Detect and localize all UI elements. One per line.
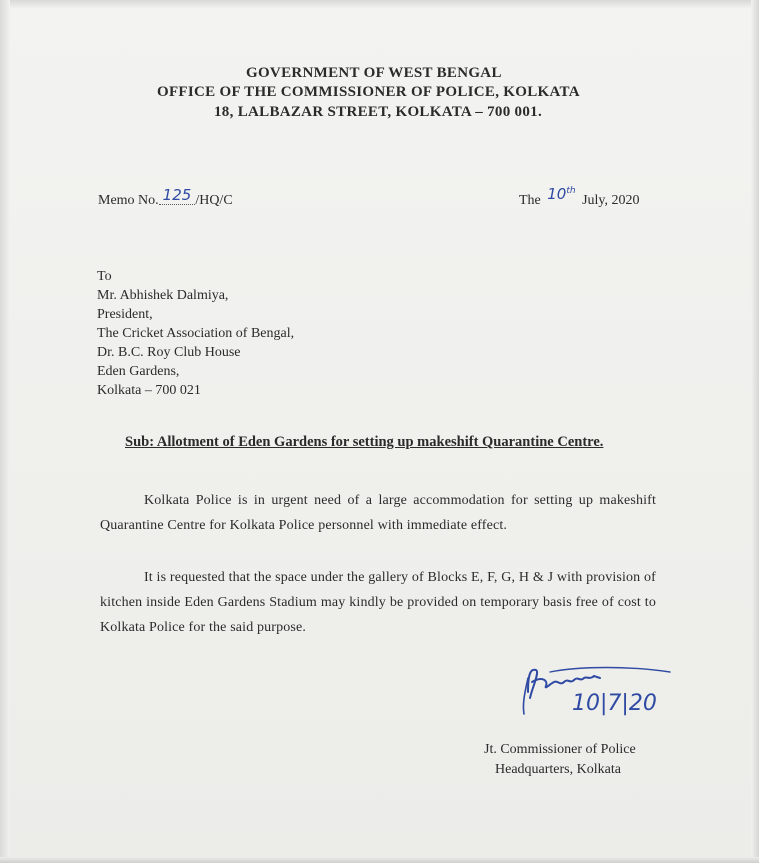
memo-suffix: /HQ/C — [195, 193, 233, 208]
address-line: Kolkata – 700 021 — [97, 383, 201, 398]
page-edge-bottom — [0, 857, 759, 863]
signature-date: 10|7|20 — [572, 691, 657, 716]
letterhead-line-2: OFFICE OF THE COMMISSIONER OF POLICE, KOLKATA — [157, 84, 580, 100]
designation-line-2: Headquarters, Kolkata — [495, 762, 621, 777]
date-day-number: 10 — [547, 185, 567, 203]
address-line: Mr. Abhishek Dalmiya, — [97, 288, 229, 303]
address-line: Dr. B.C. Roy Club House — [97, 345, 241, 360]
designation-line-1: Jt. Commissioner of Police — [484, 742, 636, 757]
signatory-designation — [484, 740, 636, 780]
memo-number-line — [98, 186, 233, 209]
page-edge-right — [751, 0, 759, 863]
memo-prefix: Memo No. — [98, 193, 159, 208]
address-line: President, — [97, 307, 153, 322]
letterhead-line-3: 18, LALBAZAR STREET, KOLKATA – 700 001. — [214, 104, 543, 120]
date-day — [544, 185, 578, 203]
recipient-address — [97, 267, 294, 400]
date-rest: July, 2020 — [582, 193, 640, 208]
body-paragraph-1: Kolkata Police is in urgent need of a large accommodation for setting up makeshift Quarantine Centre for Kolkata Police personnel with immediate effect. — [100, 493, 656, 533]
memo-number: 125 — [159, 186, 196, 205]
letterhead-line-1: GOVERNMENT OF WEST BENGAL — [246, 65, 502, 81]
address-line: Eden Gardens, — [97, 364, 180, 379]
date-day-suffix: th — [566, 186, 576, 196]
address-line: The Cricket Association of Bengal, — [97, 326, 295, 341]
handwritten-signature — [520, 658, 690, 722]
body-paragraph-2: It is requested that the space under the gallery of Blocks E, F, G, H & J with provision of kitchen inside Eden Gardens Stadium may kindly be provided on temporary basis free of cost to Kolkata Police for the said purpose. — [100, 570, 656, 635]
date-prefix: The — [519, 193, 541, 208]
address-line: To — [97, 269, 112, 284]
subject-line: Sub: Allotment of Eden Gardens for setting up makeshift Quarantine Centre. — [125, 434, 604, 450]
memo-date — [519, 185, 640, 209]
page-edge-top — [0, 0, 759, 8]
page-edge-left — [0, 0, 10, 863]
